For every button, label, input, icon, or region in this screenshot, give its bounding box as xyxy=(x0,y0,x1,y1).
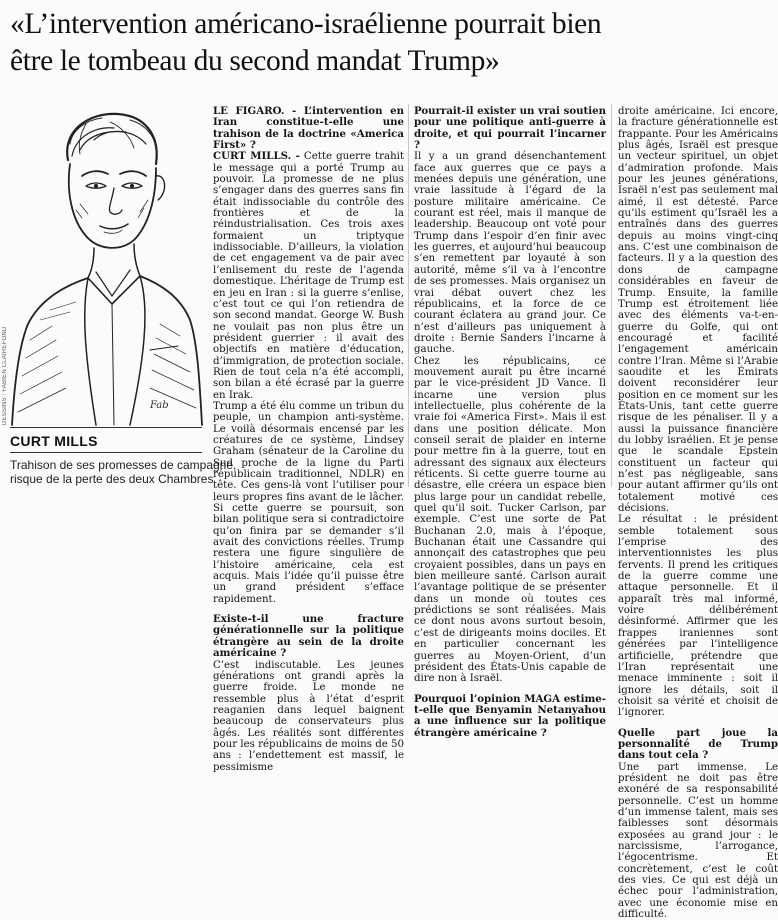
answer-text: Cette guerre trahit le message qui a porté Trump au pouvoir. La promesse de ne plus s’engager dans des guerres sans fin était indissociable du contrôle des frontières et de la réindustrialisation. Ces trois axes formaient un triptyque indissociable. D’ailleurs, la violation de cet engagement va de pair avec l’enlisement du reste de l’agenda domestique. L’héritage de Trump est en jeu en Iran : si la guerre s’enlise, c’est tout ce qui l’on retiendra de son second mandat. George W. Bush ne voulait pas non plus être un président guerrier : il avait des objectifs en matière d’éducation, d’immigration, de protection sociale. Rien de tout cela n’a été accompli, son bilan a été écrasé par la guerre en Irak. xyxy=(213,151,405,401)
article-column-2 xyxy=(414,105,606,739)
author-rule-top xyxy=(10,427,202,428)
author-name: CURT MILLS xyxy=(10,433,98,449)
interview-question: Pourrait-il exister un vrai soutien pour une politique anti-guerre à droite, et qui pourrait l’incarner ? xyxy=(414,105,606,152)
answer-paragraph: Une part immense. Le président ne doit pas être exonéré de sa responsabilité personnelle. C’est un homme d’un immense talent, mais ses faiblesses sont désormais exposées au grand jour : le narcissisme, l’arrogance, l’égocentrisme. Et concrètement, c’est le coût des vies. Ce qui est déjà un échec pour l’administration, avec une économie mise en difficulté. xyxy=(618,761,778,920)
author-bio xyxy=(10,458,237,486)
article-column-1 xyxy=(213,105,405,773)
column-divider-1 xyxy=(408,104,409,487)
interview-answer xyxy=(213,151,404,401)
author-bio-line-2: risque de la perte des deux Chambres xyxy=(10,472,214,486)
speaker-label: CURT MILLS. - xyxy=(213,150,300,163)
answer-paragraph: Il y a un grand désenchantement face aux guerres que ce pays a menées depuis une génération, une vraie lassitude à l’égard de la posture militaire américaine. Ce courant est réel, mais il manque de leadership. Beaucoup ont voté pour Trump dans l’espoir d’en finir avec les guerres, et aujourd’hui beaucoup s’en remettent par loyauté à son autorité, même s’il va à l’encontre de ses promesses. Mais organisez un vrai débat ouvert chez les républicains, et la force de ce courant éclatera au grand jour. Ce n’est d’ailleurs pas uniquement à droite : Bernie Sanders l’incarne à gauche. xyxy=(414,151,606,356)
article-column-3 xyxy=(618,106,778,920)
answer-paragraph: Chez les républicains, ce mouvement aurait pu être incarné par le vice-président JD Vance. Il incarne une version plus intellectuelle, plus cohérente de la vraie foi «America First». Mais il est dans une position délicate. Mon conseil serait de plaider en interne pour mettre fin à la guerre, tout en adressant des signaux aux électeurs réticents. Si cette guerre tourne au désastre, elle créera un espace bien plus large pour un candidat rebelle, quel qu’il soit. Tucker Carlson, par exemple. C’est une sorte de Pat Buchanan 2.0, mais à l’époque, Buchanan était une Cassandre qui annonçait des catastrophes que peu croyaient possibles, dans un pays en bien meilleure santé. Carlson aurait l’avantage politique de se présenter dans un monde où toutes ces prédictions se sont réalisées. Mais ce dont nous avons surtout besoin, c’est de dirigeants moins dociles. Et en particulier concernant les guerres au Moyen-Orient, d’un président des États-Unis capable de dire non à Israël. xyxy=(414,355,606,685)
portrait-illustration xyxy=(10,100,202,425)
portrait-drawing xyxy=(10,100,202,425)
answer-paragraph: Le résultat : le président semble totalement sous l’emprise des interventionnistes les plus fervents. Il prend les critiques de la guerre comme une attaque personnelle. Et il apparaît très mal informé, voire délibérément désinformé. Affirmer que les frappes iraniennes sont générées par l’intelligence artificielle, prétendre que l’Iran représentait une menace imminente : soit il ignore les détails, soit il choisit sa vérité et choisit de l’ignorer. xyxy=(618,514,778,719)
answer-paragraph: Trump a été élu comme un tribun du peuple, un champion anti-système. Le voilà désormais encensé par les créatures de ce système, Lindsey Graham (sénateur de la Caroline du Sud proche de la ligne du Parti républicain traditionnel, NDLR) en tête. Ces gens-là vont l’utiliser pour leurs propres fins avant de le lâcher. Si cette guerre se poursuit, son bilan politique sera si contradictoire qu’on finira par se demander s’il avait des convictions réelles. Trump restera une figure singulière de l’histoire américaine, cela est acquis. Mais l’idée qu’il puisse être un grand président s’efface rapidement. xyxy=(213,400,404,605)
illustration-credit: DESSINS : FABIEN CLAIREFOND xyxy=(2,326,8,425)
artist-signature: Fab xyxy=(150,400,169,411)
interview-question: Pourquoi l’opinion MAGA estime-t-elle que Benyamin Netanyahou a une influence sur la politique étrangère américaine ? xyxy=(414,692,606,739)
column-divider-2 xyxy=(611,104,612,487)
answer-paragraph: droite américaine. Ici encore, la fracture générationnelle est frappante. Pour les Américains plus âgés, Israël est presque un vecteur spirituel, un objet d’admiration profonde. Mais pour les jeunes générations, Israël n’est pas seulement mal aimé, il est détesté. Parce qu’ils estiment qu’Israël les a entraînés dans des guerres depuis au moins vingt-cinq ans. C’est une combinaison de facteurs. Il y a la question des dons de campagne considérables en faveur de Trump. Ensuite, la famille Trump est étroitement liée avec des éléments va-t-en-guerre du Golfe, qui ont encouragé et facilité l’engagement américain contre l’Iran. Même si l’Arabie saoudite et les Émirats doivent reconsidérer leur position en ce moment sur les États-Unis, tant cette guerre risque de les pénaliser. Il y a aussi la puissance financière du lobby israélien. Et je pense que le scandale Epstein constituent un facteur qui n’est pas négligeable, sans pour autant affirmer qu’ils ont totalement motivé ces décisions. xyxy=(618,106,778,515)
headline-line-2: être le tombeau du second mandat Trump» xyxy=(10,45,500,77)
answer-paragraph: C’est indiscutable. Les jeunes générations ont grandi après la guerre froide. Le monde ne ressemble plus à l’état d’esprit reaganien dans lequel baignent beaucoup de conservateurs plus âgés. Les réalités sont différentes pour les républicains de moins de 50 ans : l’endettement est massif, le pessimisme xyxy=(213,659,404,773)
interview-question: Quelle part joue la personnalité de Trump dans tout cela ? xyxy=(618,726,778,762)
interview-question: LE FIGARO. - L’intervention en Iran constitue-t-elle une trahison de la doctrine «America First» ? xyxy=(213,105,404,152)
interview-question: Existe-t-il une fracture générationnelle sur la politique étrangère au sein de la droite américaine ? xyxy=(213,613,404,660)
headline-line-1: «L’intervention américano-israélienne pourrait bien xyxy=(10,8,602,40)
author-bio-line-1: Trahison de ses promesses de campagne, xyxy=(10,458,237,472)
author-rule-bottom xyxy=(10,452,202,453)
headline xyxy=(10,6,768,80)
